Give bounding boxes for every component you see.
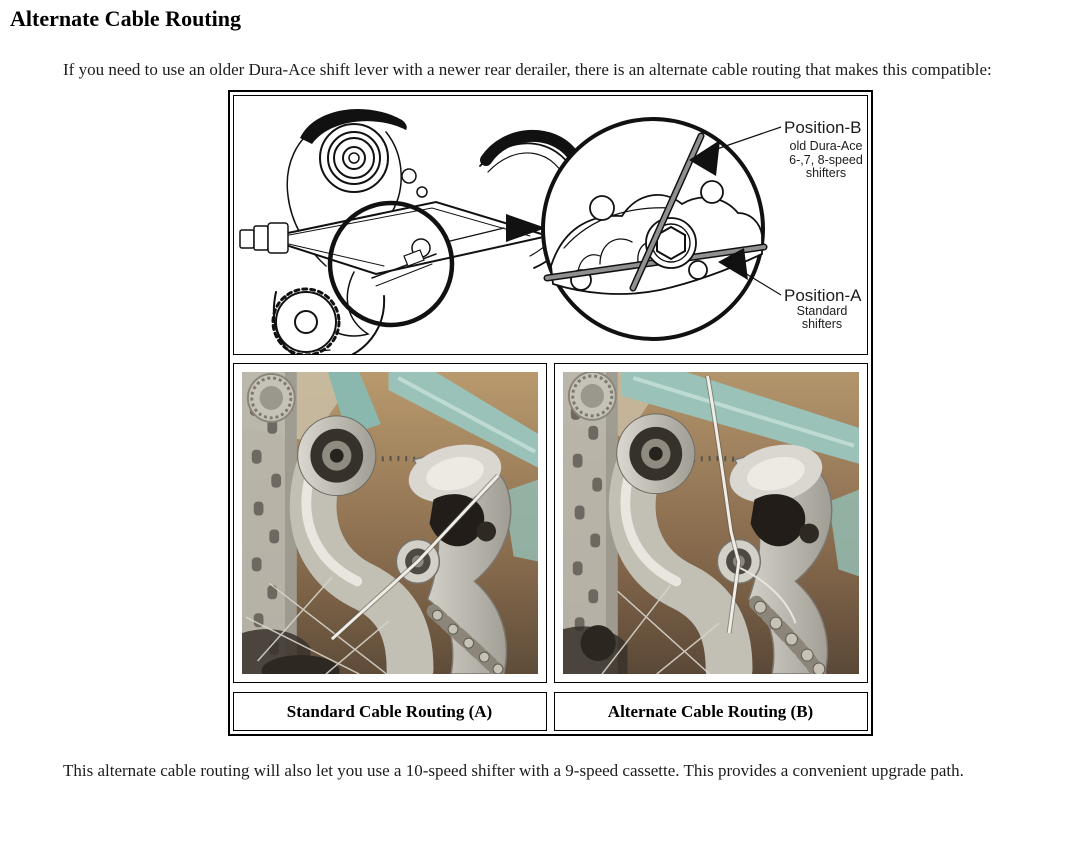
- position-a-desc-1: Standard: [796, 304, 847, 318]
- figure-panel: [228, 90, 873, 736]
- intro-paragraph: If you need to use an older Dura-Ace shift lever with a newer rear derailer, there is an alternate cable routing that makes this compatible:: [63, 60, 992, 79]
- photo-alternate-cell: [554, 363, 868, 683]
- position-b-desc-2: 6-,7, 8-speed: [788, 153, 863, 167]
- magnifier-circle: [543, 119, 764, 339]
- photo-standard-cell: [233, 363, 547, 683]
- photo-alternate-routing: [563, 372, 859, 674]
- position-b-label: Position-B: [783, 118, 861, 137]
- derailleur-diagram: [234, 96, 867, 354]
- caption-row: [233, 692, 868, 731]
- diagram-box: [233, 95, 868, 355]
- closing-paragraph: This alternate cable routing will also let you use a 10-speed shifter with a 9-speed cassette. This provides a convenient upgrade path.: [63, 761, 964, 780]
- caption-alternate: Alternate Cable Routing (B): [554, 692, 868, 731]
- caption-standard: Standard Cable Routing (A): [233, 692, 547, 731]
- position-a-desc-2: shifters: [801, 317, 842, 331]
- position-b-leader-line: [714, 127, 781, 150]
- photo-standard-routing: [242, 372, 538, 674]
- page-title: Alternate Cable Routing: [10, 6, 241, 31]
- article-body: [63, 56, 1037, 785]
- position-b-desc-3: shifters: [805, 166, 846, 180]
- photo-row: [233, 363, 868, 683]
- position-a-label: Position-A: [783, 286, 861, 305]
- position-b-desc-1: old Dura-Ace: [789, 139, 862, 153]
